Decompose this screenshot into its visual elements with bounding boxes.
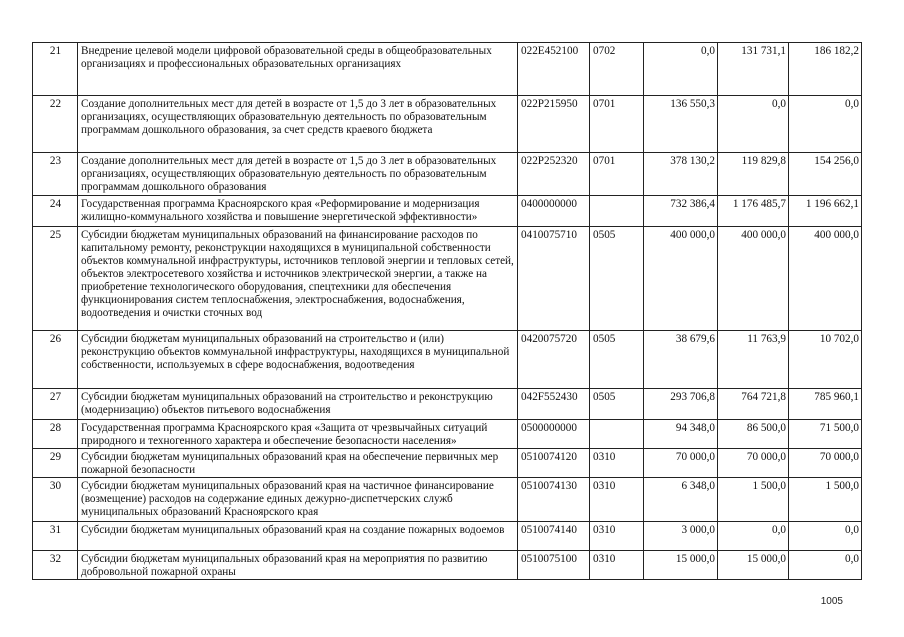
row-amount-1: 70 000,0 (644, 449, 718, 478)
row-number: 29 (33, 449, 78, 478)
row-amount-3: 1 196 662,1 (789, 196, 862, 227)
row-name: Субсидии бюджетам муниципальных образований на строительство и (или) реконструкцию объектов коммунальной инфраструктуры, находящихся в муниципальной собственности, используемых в сфере водоснабжения, водоотведения (78, 331, 518, 389)
row-number: 30 (33, 478, 78, 522)
row-amount-3: 785 960,1 (789, 389, 862, 420)
table-row (33, 551, 862, 580)
row-number: 25 (33, 227, 78, 331)
row-amount-1: 3 000,0 (644, 522, 718, 551)
row-number: 22 (33, 96, 78, 153)
row-amount-3: 71 500,0 (789, 420, 862, 449)
row-target-code: 0510074140 (518, 522, 590, 551)
row-number: 32 (33, 551, 78, 580)
row-amount-1: 0,0 (644, 43, 718, 96)
row-amount-3: 0,0 (789, 96, 862, 153)
row-target-code: 022P215950 (518, 96, 590, 153)
row-name: Субсидии бюджетам муниципальных образований края на частичное финансирование (возмещение) расходов на содержание единых дежурно-диспетчерских служб муниципальных образований Красноярского края (78, 478, 518, 522)
table-row (33, 43, 862, 96)
table-row (33, 227, 862, 331)
table-row (33, 153, 862, 196)
row-amount-2: 11 763,9 (718, 331, 789, 389)
row-number: 21 (33, 43, 78, 96)
row-amount-3: 154 256,0 (789, 153, 862, 196)
row-name: Субсидии бюджетам муниципальных образований на строительство и реконструкцию (модернизацию) объектов питьевого водоснабжения (78, 389, 518, 420)
row-section-code: 0505 (590, 389, 644, 420)
row-target-code: 0500000000 (518, 420, 590, 449)
row-target-code: 022P252320 (518, 153, 590, 196)
row-amount-3: 186 182,2 (789, 43, 862, 96)
row-section-code: 0310 (590, 522, 644, 551)
row-section-code (590, 420, 644, 449)
row-target-code: 0410075710 (518, 227, 590, 331)
row-target-code: 0510074130 (518, 478, 590, 522)
row-section-code: 0701 (590, 153, 644, 196)
table-row (33, 522, 862, 551)
row-name: Создание дополнительных мест для детей в возрасте от 1,5 до 3 лет в образовательных организациях, осуществляющих образовательную деятельность по образовательным программам дошкольного образования, за счет средств краевого бюджета (78, 96, 518, 153)
row-amount-2: 131 731,1 (718, 43, 789, 96)
row-number: 31 (33, 522, 78, 551)
row-amount-3: 0,0 (789, 551, 862, 580)
row-number: 23 (33, 153, 78, 196)
table-row (33, 196, 862, 227)
row-section-code: 0505 (590, 331, 644, 389)
row-name: Субсидии бюджетам муниципальных образований края на мероприятия по развитию добровольной пожарной охраны (78, 551, 518, 580)
row-amount-1: 400 000,0 (644, 227, 718, 331)
row-amount-3: 70 000,0 (789, 449, 862, 478)
row-amount-2: 1 176 485,7 (718, 196, 789, 227)
row-amount-3: 0,0 (789, 522, 862, 551)
row-target-code: 0510075100 (518, 551, 590, 580)
row-amount-2: 764 721,8 (718, 389, 789, 420)
row-target-code: 022E452100 (518, 43, 590, 96)
row-number: 24 (33, 196, 78, 227)
row-target-code: 0510074120 (518, 449, 590, 478)
row-section-code: 0701 (590, 96, 644, 153)
row-name: Субсидии бюджетам муниципальных образований на финансирование расходов по капитальному ремонту, реконструкции находящихся в муниципальной собственности объектов коммунальной инфраструктуры, источников тепловой энергии и тепловых сетей, объектов электросетевого хозяйства и источников электрической энергии, а также на приобретение технологического оборудования, спецтехники для обеспечения функционирования систем теплоснабжения, электроснабжения, водоснабжения, водоотведения и очистки сточных вод (78, 227, 518, 331)
row-amount-2: 70 000,0 (718, 449, 789, 478)
row-target-code: 0420075720 (518, 331, 590, 389)
row-amount-1: 136 550,3 (644, 96, 718, 153)
row-amount-2: 15 000,0 (718, 551, 789, 580)
row-target-code: 042F552430 (518, 389, 590, 420)
row-section-code: 0505 (590, 227, 644, 331)
row-name: Создание дополнительных мест для детей в возрасте от 1,5 до 3 лет в образовательных организациях, осуществляющих образовательную деятельность по образовательным программам дошкольного образования (78, 153, 518, 196)
row-amount-1: 94 348,0 (644, 420, 718, 449)
row-target-code: 0400000000 (518, 196, 590, 227)
row-amount-3: 10 702,0 (789, 331, 862, 389)
table-row (33, 96, 862, 153)
row-name: Государственная программа Красноярского края «Реформирование и модернизация жилищно-коммунального хозяйства и повышение энергетической эффективности» (78, 196, 518, 227)
table-row (33, 449, 862, 478)
table-row (33, 389, 862, 420)
row-amount-1: 293 706,8 (644, 389, 718, 420)
row-amount-3: 1 500,0 (789, 478, 862, 522)
row-amount-1: 732 386,4 (644, 196, 718, 227)
row-section-code: 0310 (590, 449, 644, 478)
row-number: 27 (33, 389, 78, 420)
row-amount-1: 6 348,0 (644, 478, 718, 522)
row-amount-1: 38 679,6 (644, 331, 718, 389)
row-amount-2: 119 829,8 (718, 153, 789, 196)
row-number: 26 (33, 331, 78, 389)
row-section-code (590, 196, 644, 227)
row-amount-1: 378 130,2 (644, 153, 718, 196)
row-amount-2: 86 500,0 (718, 420, 789, 449)
row-section-code: 0702 (590, 43, 644, 96)
table-row (33, 478, 862, 522)
row-amount-3: 400 000,0 (789, 227, 862, 331)
row-amount-2: 1 500,0 (718, 478, 789, 522)
row-number: 28 (33, 420, 78, 449)
row-amount-2: 400 000,0 (718, 227, 789, 331)
row-amount-1: 15 000,0 (644, 551, 718, 580)
row-name: Субсидии бюджетам муниципальных образований края на создание пожарных водоемов (78, 522, 518, 551)
row-amount-2: 0,0 (718, 522, 789, 551)
page-number: 1005 (820, 596, 843, 607)
row-name: Государственная программа Красноярского края «Защита от чрезвычайных ситуаций природного и техногенного характера и обеспечение безопасности населения» (78, 420, 518, 449)
row-section-code: 0310 (590, 551, 644, 580)
budget-table (32, 42, 862, 580)
row-name: Субсидии бюджетам муниципальных образований края на обеспечение первичных мер пожарной безопасности (78, 449, 518, 478)
row-name: Внедрение целевой модели цифровой образовательной среды в общеобразовательных организациях и профессиональных образовательных организациях (78, 43, 518, 96)
table-row (33, 331, 862, 389)
row-amount-2: 0,0 (718, 96, 789, 153)
row-section-code: 0310 (590, 478, 644, 522)
table-row (33, 420, 862, 449)
